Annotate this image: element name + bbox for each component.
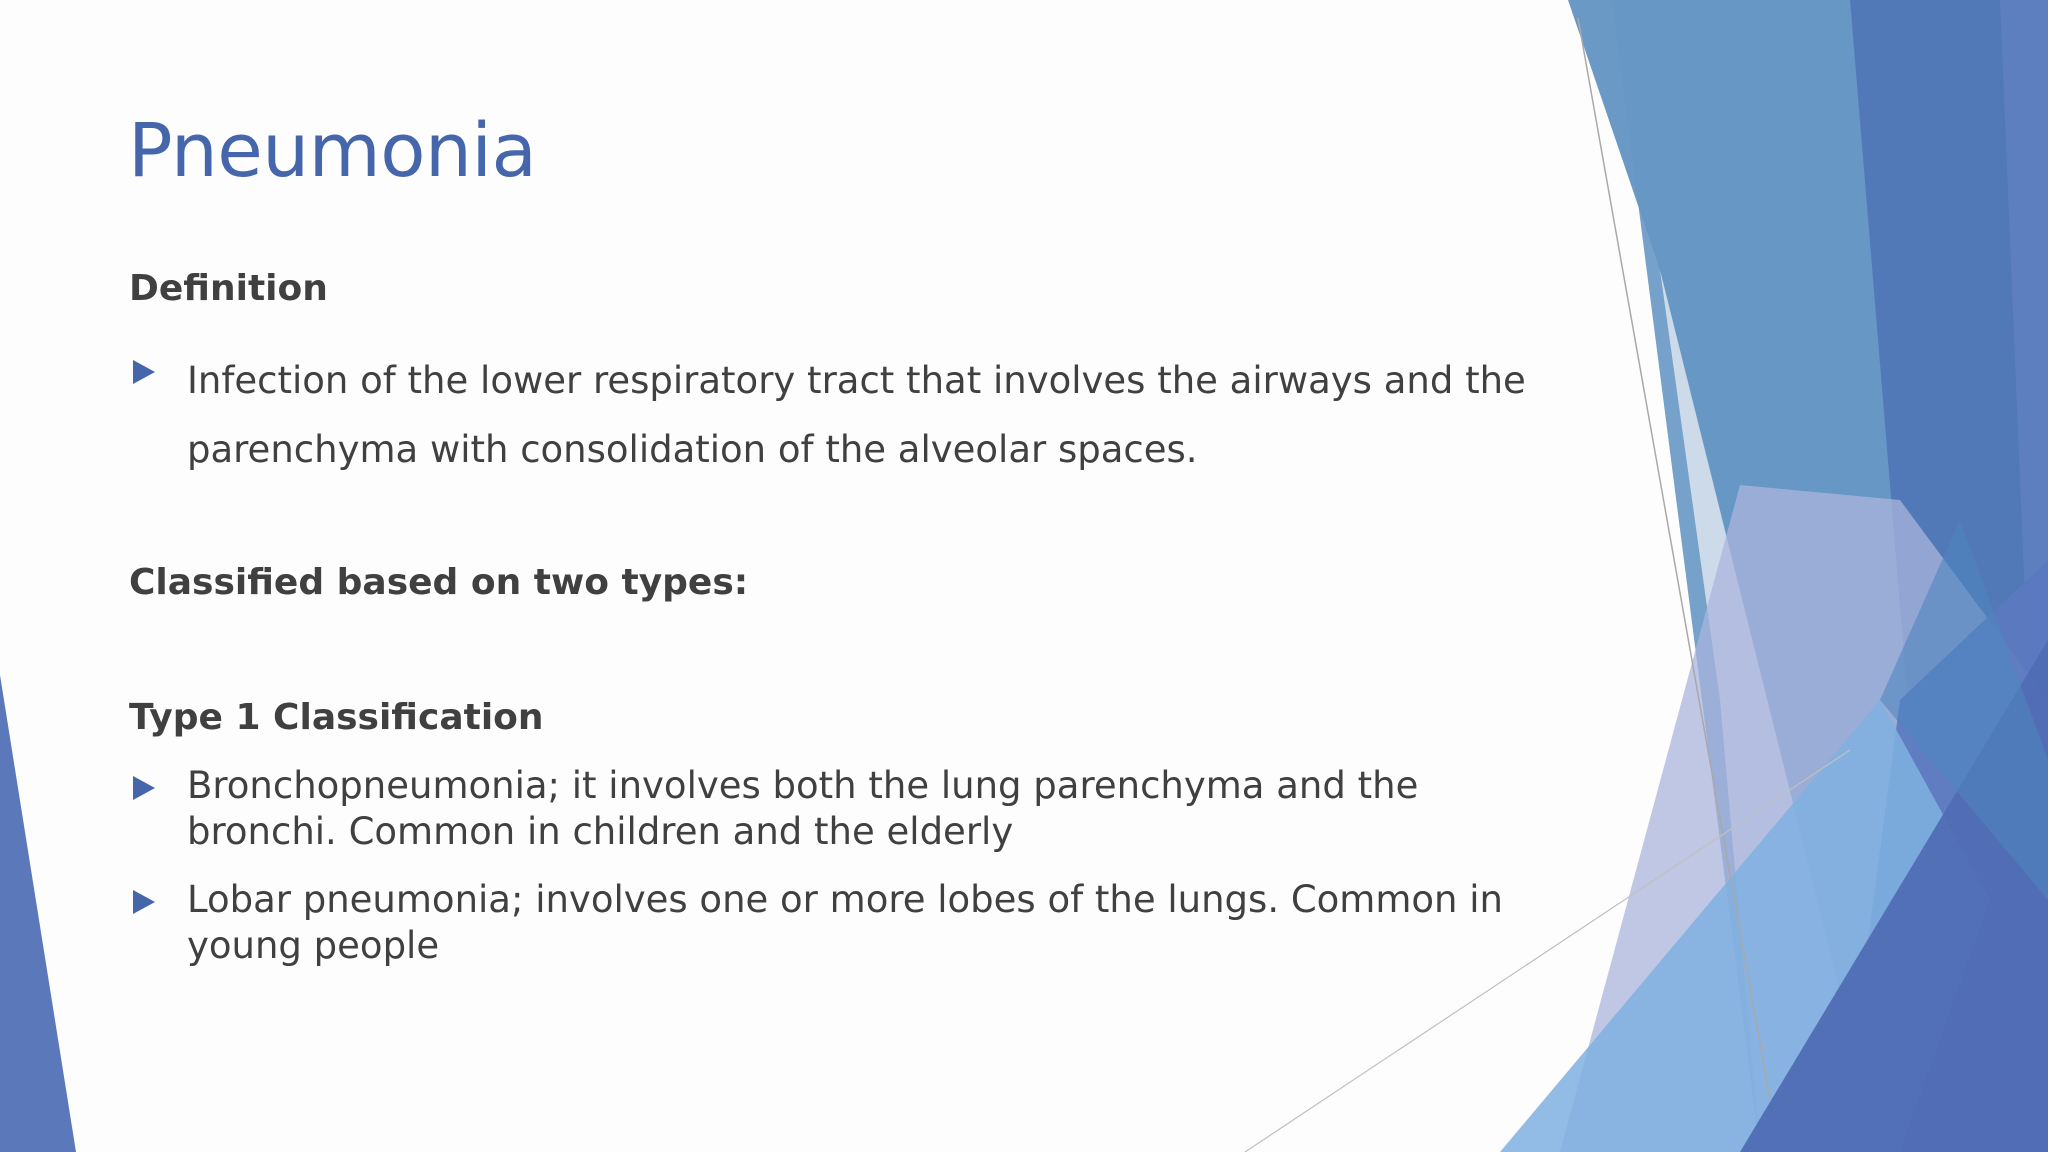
bullet-arrow-icon: [133, 776, 155, 800]
bullet-arrow-icon: [133, 360, 155, 384]
bullet-arrow-icon: [133, 890, 155, 914]
definition-heading: Definition: [129, 268, 328, 309]
bullet-text: Lobar pneumonia; involves one or more lobes of the lungs. Common in young people: [187, 878, 1503, 967]
classified-heading: Classified based on two types:: [129, 562, 749, 603]
slide-title: Pneumonia: [128, 108, 537, 194]
type1-bullet: [129, 877, 1549, 969]
definition-bullet: [129, 346, 1549, 484]
bullet-text: Bronchopneumonia; it involves both the lung parenchyma and the bronchi. Common in children and the elderly: [187, 764, 1419, 853]
bullet-text: Infection of the lower respiratory tract that involves the airways and the parenchyma with consolidation of the alveolar spaces.: [187, 359, 1526, 471]
type1-bullet: [129, 763, 1549, 855]
left-sliver: [0, 675, 76, 1152]
type1-heading: Type 1 Classification: [129, 697, 544, 738]
